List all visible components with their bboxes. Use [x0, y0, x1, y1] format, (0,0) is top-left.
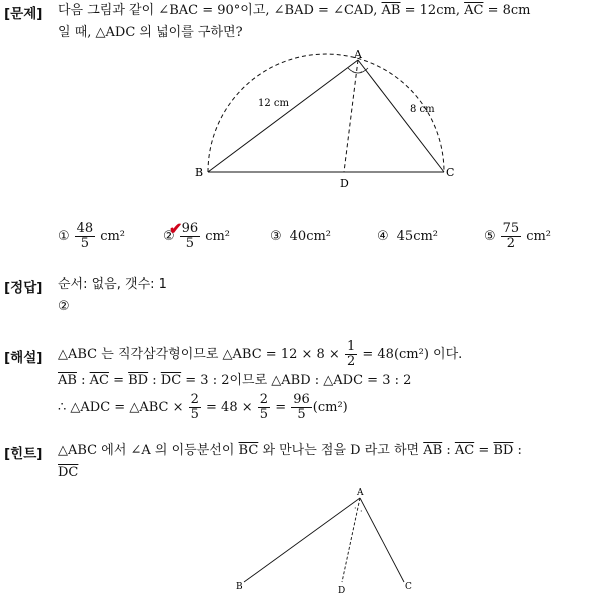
equals-3: = — [474, 443, 494, 458]
hint-label-a: A — [357, 488, 364, 498]
choice-1-num: 48 — [76, 221, 94, 236]
choice-1-den: 5 — [80, 236, 90, 251]
explanation-tag: [해설] — [4, 350, 43, 366]
hint-tag: [힌트] — [4, 446, 43, 462]
ac-length: = 8cm — [487, 3, 531, 18]
explanation-line-2 — [58, 369, 588, 393]
check-mark-icon: ✔ — [169, 219, 183, 238]
explanation-line-3-mid: = 48 × — [206, 400, 253, 415]
label-d: D — [340, 177, 349, 188]
colon-2: : — [148, 373, 161, 388]
hint-label-d: D — [338, 586, 346, 594]
unit-cm2: (cm²) — [312, 400, 348, 415]
choice-3[interactable] — [270, 229, 331, 244]
hint-line-1-mid: 와 만나는 점을 D 라고 하면 — [262, 443, 420, 458]
label-b: B — [195, 166, 204, 179]
explanation-line-3-start: ∴ △ADC = △ABC × — [58, 400, 184, 415]
hint-line-1 — [58, 440, 588, 462]
explanation-line-1-start: △ABC 는 직각삼각형이므로 △ABC = 12 × 8 × — [58, 347, 340, 362]
choice-2-num: 96 — [181, 221, 199, 236]
choice-5-mark: ⑤ — [484, 229, 496, 244]
colon-4: : — [513, 443, 522, 458]
side-ab — [208, 60, 358, 172]
choice-4[interactable] — [377, 229, 438, 244]
length-ac-label: 8 cm — [410, 104, 435, 115]
bisector-ad — [344, 60, 358, 172]
hint-line-1-start: △ABC 에서 ∠A 의 이등분선이 — [58, 443, 235, 458]
colon-3: : — [442, 443, 455, 458]
hint-side-ab — [244, 498, 360, 582]
frac-2-5-b — [258, 393, 270, 422]
choice-5-unit: cm² — [526, 229, 552, 244]
answer-text — [58, 274, 588, 318]
seg-bd-3: $\overline{BD}$ — [493, 443, 514, 458]
frac-c-den: 5 — [297, 407, 306, 422]
hint-label-b: B — [236, 582, 243, 592]
hint-angle-dot-1: · — [354, 504, 357, 513]
choice-5[interactable] — [484, 222, 551, 251]
choice-5-num: 75 — [502, 221, 520, 236]
answer-line-2: ② — [58, 299, 70, 314]
label-c: C — [446, 166, 455, 179]
hint-text — [58, 440, 588, 484]
frac-a-den: 5 — [190, 407, 199, 422]
triangle-figure-hint — [0, 486, 592, 594]
choice-4-mark: ④ — [377, 229, 389, 244]
angle-dot-1: · — [352, 68, 355, 77]
semicircle-arc — [208, 54, 444, 172]
seg-bd-2: $\overline{BD}$ — [128, 373, 149, 388]
seg-ab-3: $\overline{AB}$ — [423, 443, 443, 458]
choice-2-den: 5 — [185, 236, 195, 251]
frac-a-num: 2 — [190, 392, 199, 407]
seg-dc-2: $\overline{DC}$ — [160, 373, 182, 388]
equals-2: = — [275, 400, 287, 415]
explanation-line-3 — [58, 393, 588, 422]
frac-2-5-a — [189, 393, 201, 422]
choice-5-fraction — [501, 222, 522, 251]
question-line-1 — [58, 0, 588, 22]
question-text — [58, 0, 588, 44]
answer-line-1: 순서: 없음, 갯수: 1 — [58, 277, 167, 292]
hint-label-c: C — [405, 582, 412, 592]
choice-1-mark: ① — [58, 229, 70, 244]
ab-length: = 12cm, — [404, 3, 460, 18]
frac-b-num: 2 — [259, 392, 269, 407]
choice-2-unit: cm² — [205, 229, 231, 244]
seg-ac-2: $\overline{AC}$ — [89, 373, 109, 388]
angle-dot-2: · — [360, 68, 363, 77]
choice-4-text: 45cm² — [396, 229, 439, 244]
explanation-line-1-end: = 48(cm²) 이다. — [362, 347, 463, 362]
half-fraction — [345, 340, 357, 369]
hint-angle-dot-2: · — [360, 507, 363, 516]
choice-3-mark: ③ — [270, 229, 282, 244]
colon-1: : — [76, 373, 90, 388]
choice-2-mark: ② — [163, 229, 175, 244]
seg-ac-3: $\overline{AC}$ — [454, 443, 475, 458]
choice-5-den: 2 — [506, 236, 516, 251]
hint-side-ac — [360, 498, 404, 582]
triangle-figure-main — [0, 48, 592, 188]
equals-1: = — [108, 373, 129, 388]
question-tag: [문제] — [4, 6, 43, 22]
seg-dc-3: $\overline{DC}$ — [58, 465, 79, 480]
answer-tag: [정답] — [4, 280, 43, 296]
ratio-statement: = 3 : 2이므로 △ABD : △ADC = 3 : 2 — [181, 373, 412, 388]
length-ab-label: 12 cm — [258, 98, 289, 109]
hint-line-2 — [58, 462, 588, 484]
frac-c-num: 96 — [293, 392, 310, 407]
choice-1-fraction — [75, 222, 96, 251]
label-a: A — [354, 48, 362, 61]
frac-96-5 — [291, 393, 312, 422]
half-den: 2 — [346, 354, 356, 369]
choice-1[interactable] — [58, 222, 125, 251]
choice-3-text: 40cm² — [289, 229, 332, 244]
seg-bc: $\overline{BC}$ — [238, 443, 259, 458]
choice-2-fraction — [180, 222, 201, 251]
seg-ab-2: $\overline{AB}$ — [58, 373, 77, 388]
question-line-2: 일 때, △ADC 의 넓이를 구하면? — [58, 25, 243, 40]
choice-2[interactable] — [163, 219, 231, 251]
segment-ab: $\overline{AB}$ — [381, 3, 401, 18]
side-ac — [358, 60, 444, 172]
segment-ac: $\overline{AC}$ — [464, 3, 484, 18]
explanation-text — [58, 340, 588, 422]
hint-bisector-ad — [342, 498, 360, 582]
choice-1-unit: cm² — [100, 229, 126, 244]
half-num: 1 — [346, 339, 356, 354]
explanation-line-1 — [58, 340, 588, 369]
question-line-1-start: 다음 그림과 같이 ∠BAC = 90°이고, ∠BAD = ∠CAD, — [58, 3, 378, 18]
choices-row — [0, 219, 592, 258]
frac-b-den: 5 — [259, 407, 269, 422]
